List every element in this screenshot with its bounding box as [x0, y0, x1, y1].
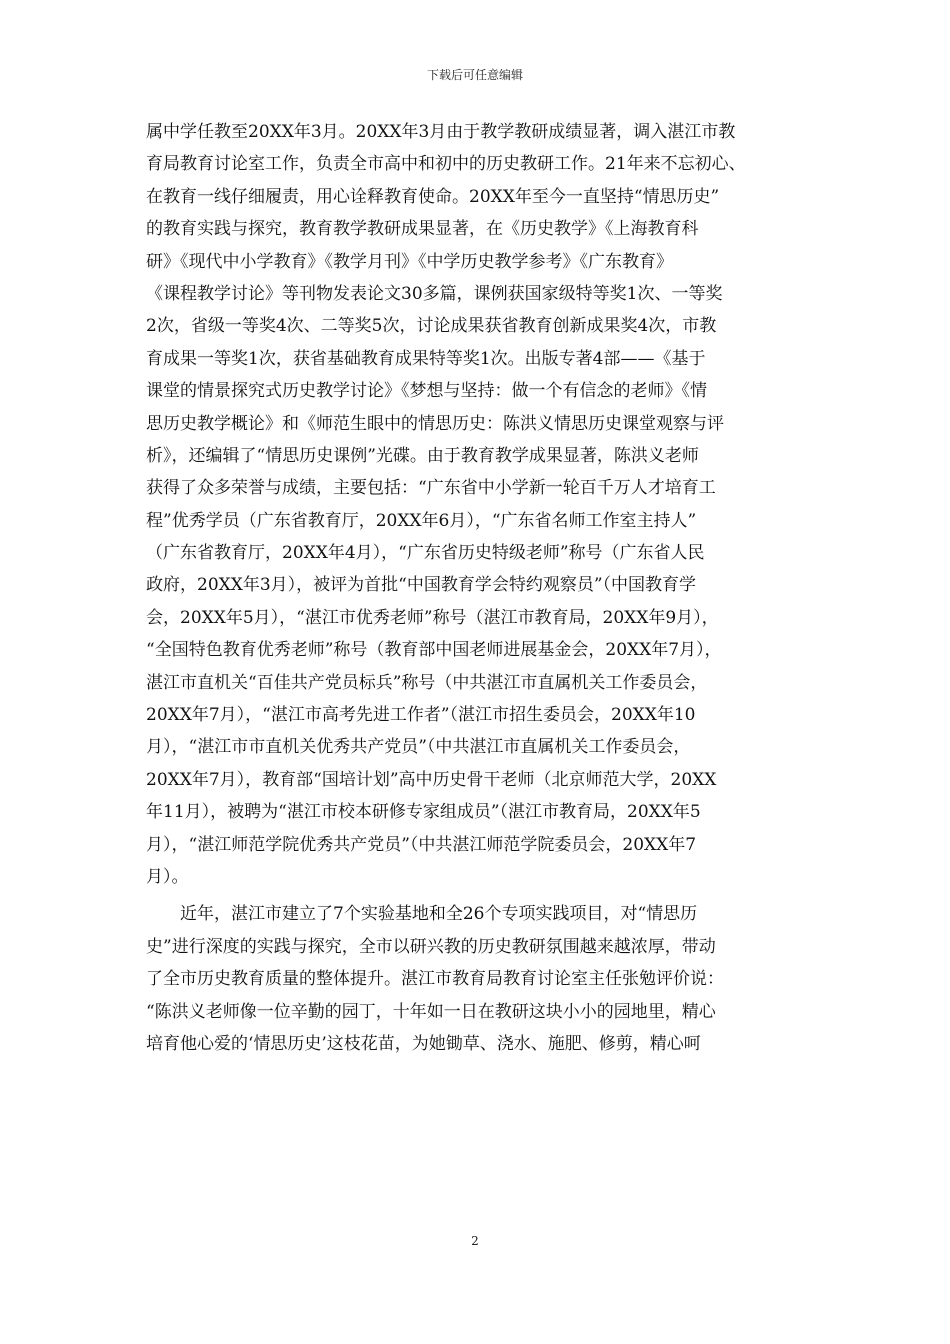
paragraph-1	[146, 116, 812, 893]
text-line: 的教育实践与探究，教育教学教研成果显著，在《历史教学》《上海教育科	[146, 219, 699, 240]
text-line: 年11月），被聘为“湛江市校本研修专家组成员”（湛江市教育局，20XX年5	[146, 802, 701, 823]
page-header: 下载后可任意编辑	[426, 68, 523, 82]
text-line: “全国特色教育优秀老师”称号（教育部中国老师进展基金会，20XX年7月），	[146, 640, 722, 661]
text-line: 获得了众多荣誉与成绩，主要包括：“广东省中小学新一轮百千万人才培育工	[146, 478, 716, 499]
text-line: 政府，20XX年3月），被评为首批“中国教育学会特约观察员”（中国教育学	[146, 575, 697, 596]
text-line: 史”进行深度的实践与探究，全市以研兴教的历史教研氛围越来越浓厚，带动	[146, 936, 716, 957]
text-line: 思历史教学概论》和《师范生眼中的情思历史：陈洪义情思历史课堂观察与评	[146, 413, 724, 434]
text-line: “陈洪义老师像一位辛勤的园丁，十年如一日在教研这块小小的园地里，精心	[146, 1001, 716, 1022]
text-line: 近年，湛江市建立了7个实验基地和全26个专项实践项目，对“情思历	[146, 904, 698, 925]
text-line: （广东省教育厅，20XX年4月），“广东省历史特级老师”称号（广东省人民	[146, 543, 705, 564]
text-line: 月）。	[146, 866, 189, 887]
paragraph-2	[146, 898, 812, 1060]
document-body	[146, 116, 812, 1060]
text-line: 研》《现代中小学教育》《教学月刊》《中学历史教学参考》《广东教育》	[146, 251, 673, 272]
text-line: 培育他心爱的‘情思历史’这枝花苗，为她锄草、浇水、施肥、修剪，精心呵	[146, 1033, 701, 1054]
text-line: 20XX年7月），教育部“国培计划”高中历史骨干老师（北京师范大学，20XX	[146, 769, 717, 790]
text-line: 课堂的情景探究式历史教学讨论》《梦想与坚持：做一个有信念的老师》《情	[146, 381, 707, 402]
page-number: 2	[471, 1234, 479, 1248]
text-line: 20XX年7月），“湛江市高考先进工作者”（湛江市招生委员会，20XX年10	[146, 705, 696, 726]
text-line: 育局教育讨论室工作，负责全市高中和初中的历史教研工作。21年来不忘初心、	[146, 154, 746, 175]
text-line: 了全市历史教育质量的整体提升。湛江市教育局教育讨论室主任张勉评价说：	[146, 969, 724, 990]
text-line: 属中学任教至20XX年3月。20XX年3月由于教学教研成绩显著，调入湛江市教	[146, 122, 736, 142]
text-line: 在教育一线仔细履责，用心诠释教育使命。20XX年至今一直坚持“情思历史”	[146, 186, 720, 207]
text-line: 月），“湛江师范学院优秀共产党员”（中共湛江师范学院委员会，20XX年7	[146, 834, 697, 855]
text-line: 2次，省级一等奖4次、二等奖5次，讨论成果获省教育创新成果奖4次，市教	[146, 316, 717, 337]
text-line: 月），“湛江市市直机关优秀共产党员”（中共湛江市直属机关工作委员会，	[146, 737, 691, 758]
text-line: 育成果一等奖1次，获省基础教育成果特等奖1次。出版专著4部——《基于	[146, 348, 706, 369]
text-line: 程”优秀学员（广东省教育厅，20XX年6月），“广东省名师工作室主持人”	[146, 510, 697, 531]
text-line: 湛江市直机关“百佳共产党员标兵”称号（中共湛江市直属机关工作委员会，	[146, 672, 708, 693]
text-line: 析》，还编辑了“情思历史课例”光碟。由于教育教学成果显著，陈洪义老师	[146, 445, 699, 466]
text-line: 《课程教学讨论》等刊物发表论文30多篇，课例获国家级特等奖1次、一等奖	[146, 283, 723, 304]
text-line: 会，20XX年5月），“湛江市优秀老师”称号（湛江市教育局，20XX年9月），	[146, 607, 719, 628]
